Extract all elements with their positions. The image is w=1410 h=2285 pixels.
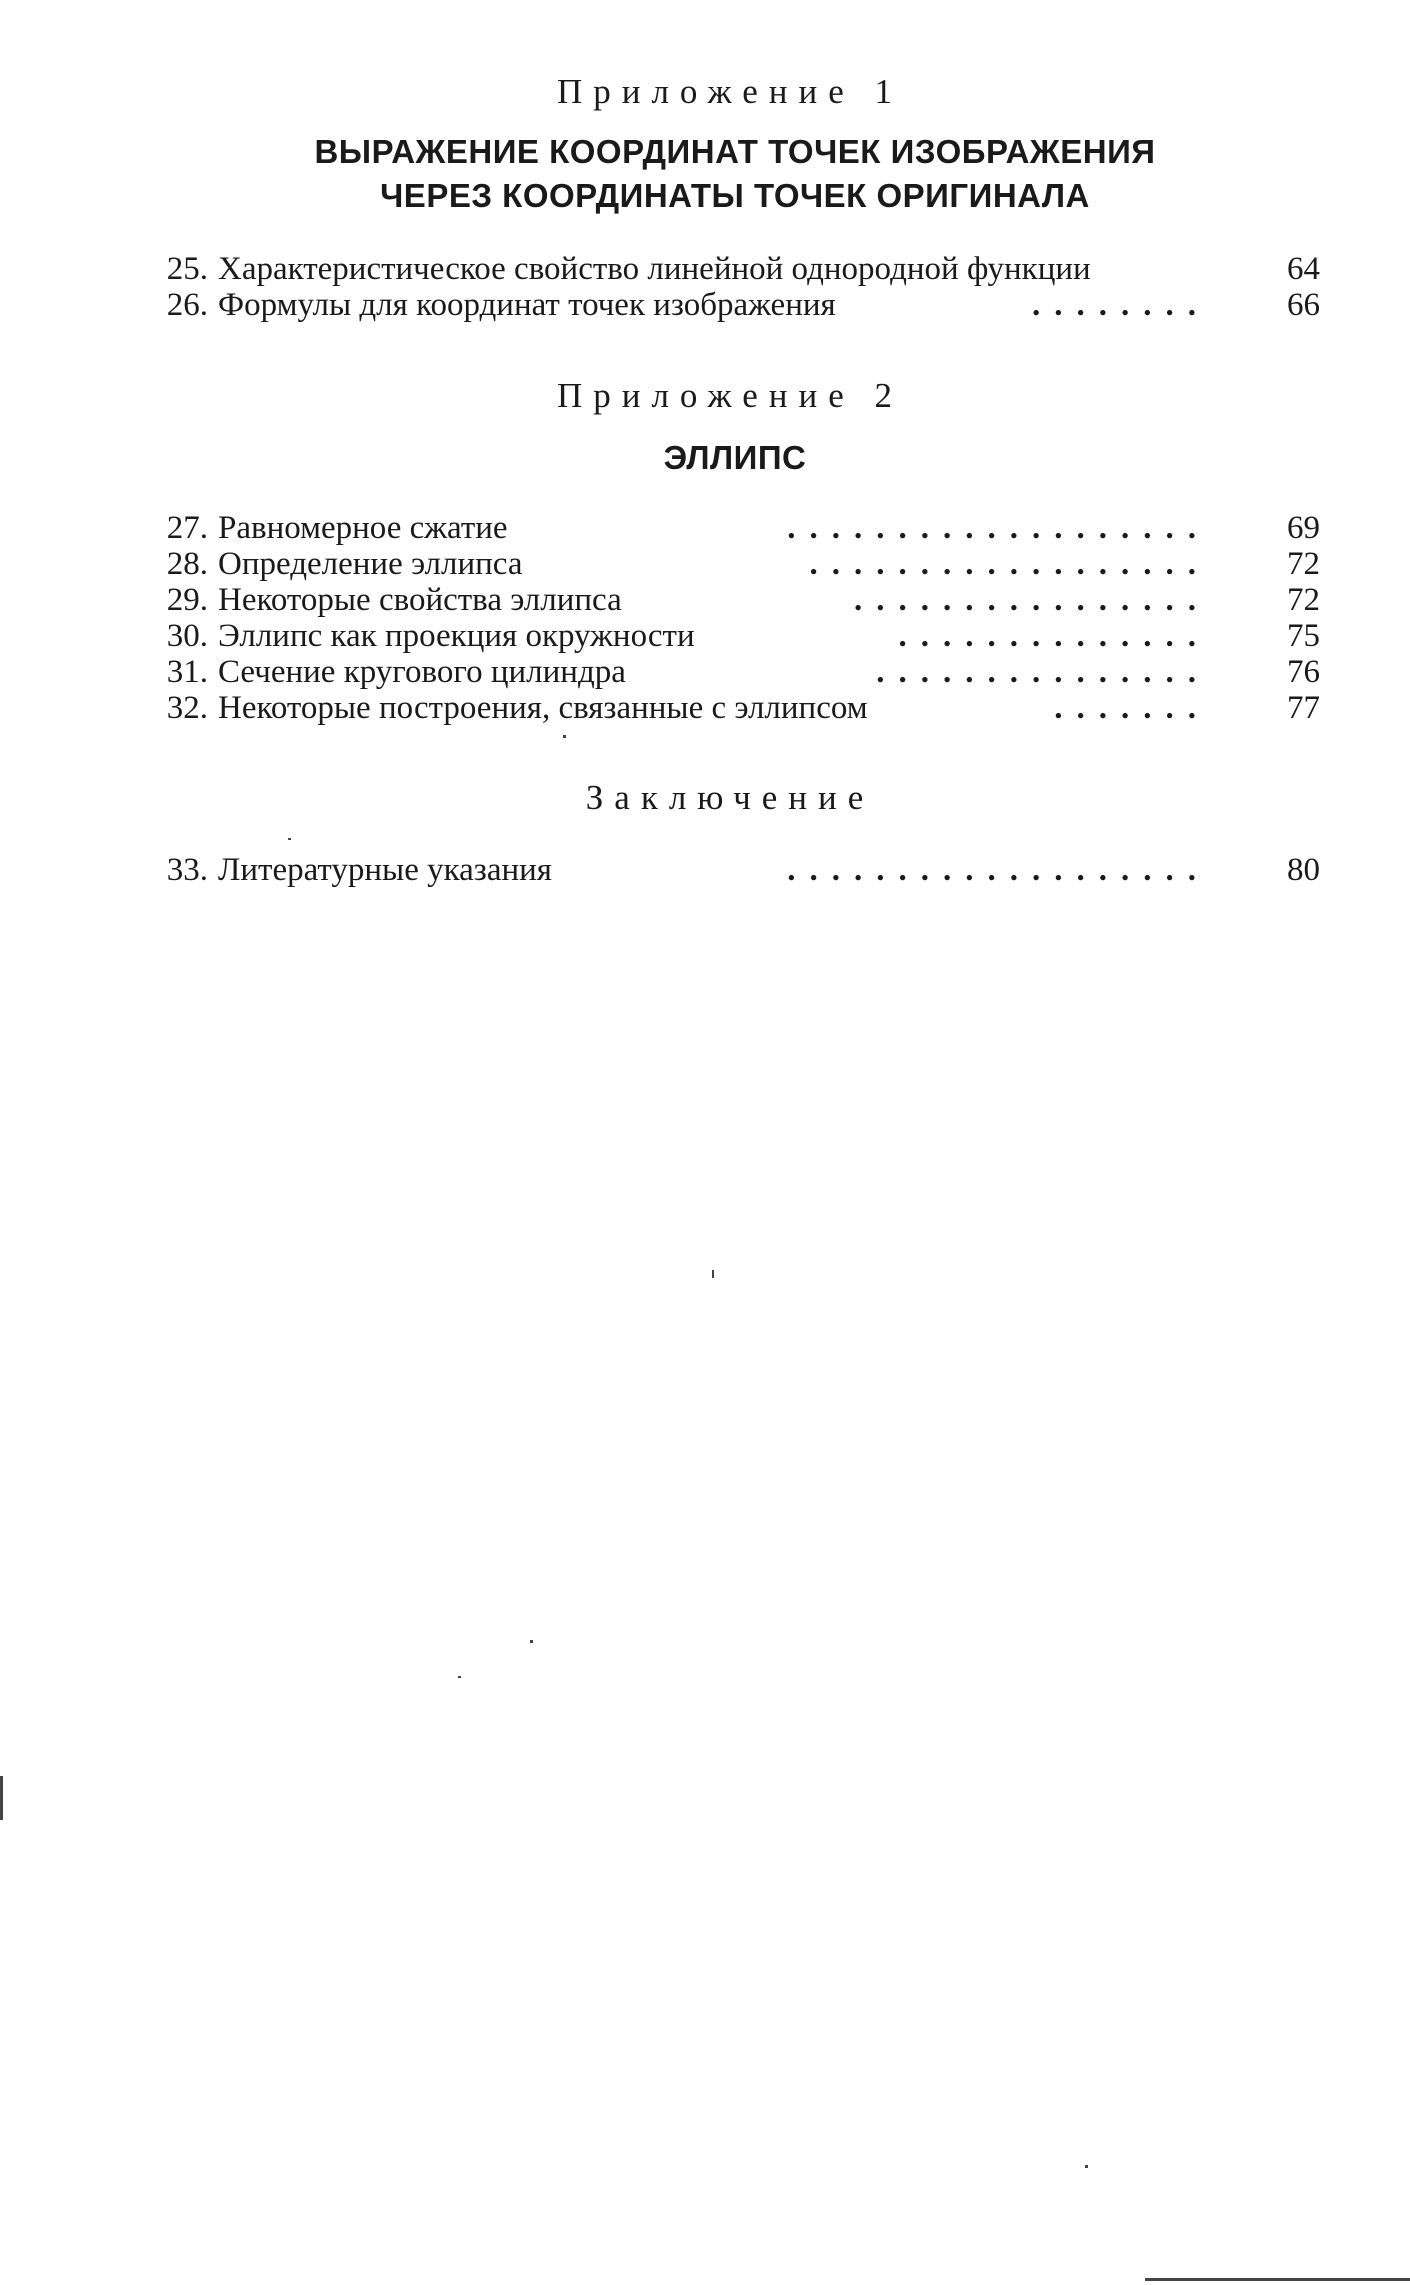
entry-title: Сечение кругового цилиндра: [218, 654, 626, 690]
entry-number: 25.: [166, 251, 208, 287]
dot-leader: ..................: [809, 546, 1210, 582]
dot-leader: ..............: [898, 618, 1210, 654]
entry-page: 76: [1287, 654, 1320, 690]
appendix-1-title-line-1: ВЫРАЖЕНИЕ КООРДИНАТ ТОЧЕК ИЗОБРАЖЕНИЯ: [314, 133, 1156, 170]
conclusion-label: Заключение: [585, 778, 875, 817]
entry-page: 69: [1287, 510, 1320, 546]
entry-page: 77: [1287, 690, 1320, 726]
scan-artifact: [0, 1776, 3, 1820]
dot-leader: ................: [854, 582, 1210, 618]
dot-leader: ........: [1032, 287, 1210, 323]
scan-artifact: [288, 838, 291, 840]
entry-page: 75: [1287, 618, 1320, 654]
entry-number: 26.: [166, 287, 208, 323]
dot-leader: ...................: [787, 510, 1210, 546]
entry-title: Некоторые свойства эллипса: [218, 582, 622, 618]
entry-page: 72: [1287, 546, 1320, 582]
entry-title: Формулы для координат точек изображения: [218, 287, 836, 323]
entry-number: 27.: [166, 510, 208, 546]
toc-entry[interactable]: [150, 654, 1320, 690]
toc-entry[interactable]: [150, 287, 1320, 323]
scan-artifact: [712, 1270, 714, 1278]
entry-title: Равномерное сжатие: [218, 510, 508, 546]
entry-title: Некоторые построения, связанные с эллипсом: [218, 690, 868, 726]
entry-title: Эллипс как проекция окружности: [218, 618, 695, 654]
entry-number: 30.: [166, 618, 208, 654]
dot-leader: .......: [1054, 690, 1210, 726]
toc-entry[interactable]: [150, 618, 1320, 654]
entry-title: Определение эллипса: [218, 546, 523, 582]
entry-number: 31.: [166, 654, 208, 690]
entry-number: 29.: [166, 582, 208, 618]
entry-number: 32.: [166, 690, 208, 726]
toc-entry[interactable]: [150, 582, 1320, 618]
entry-number: 33.: [166, 852, 208, 888]
appendix-2-title: ЭЛЛИПС: [663, 439, 807, 476]
scan-artifact: [1145, 2278, 1410, 2281]
toc-entry[interactable]: [150, 546, 1320, 582]
scan-artifact: [1085, 2165, 1088, 2168]
toc-entry[interactable]: [150, 251, 1320, 287]
dot-leader: ...............: [876, 654, 1210, 690]
toc-entry[interactable]: [150, 510, 1320, 546]
scan-artifact: [530, 1640, 533, 1643]
appendix-2-label: Приложение 2: [556, 376, 904, 415]
entry-number: 28.: [166, 546, 208, 582]
entry-title: Литературные указания: [218, 852, 552, 888]
appendix-1-label: Приложение 1: [556, 72, 904, 111]
scan-artifact: [563, 735, 566, 738]
entry-page: 80: [1287, 852, 1320, 888]
dot-leader: ...................: [787, 852, 1210, 888]
entry-page: 72: [1287, 582, 1320, 618]
toc-entry[interactable]: [150, 852, 1320, 888]
entry-title: Характеристическое свойство линейной однородной функции: [218, 251, 1091, 287]
scan-artifact: [458, 1676, 461, 1678]
appendix-1-title-line-2: ЧЕРЕЗ КООРДИНАТЫ ТОЧЕК ОРИГИНАЛА: [380, 177, 1090, 214]
entry-page: 66: [1287, 287, 1320, 323]
toc-entry[interactable]: [150, 690, 1320, 726]
entry-page: 64: [1287, 251, 1320, 287]
